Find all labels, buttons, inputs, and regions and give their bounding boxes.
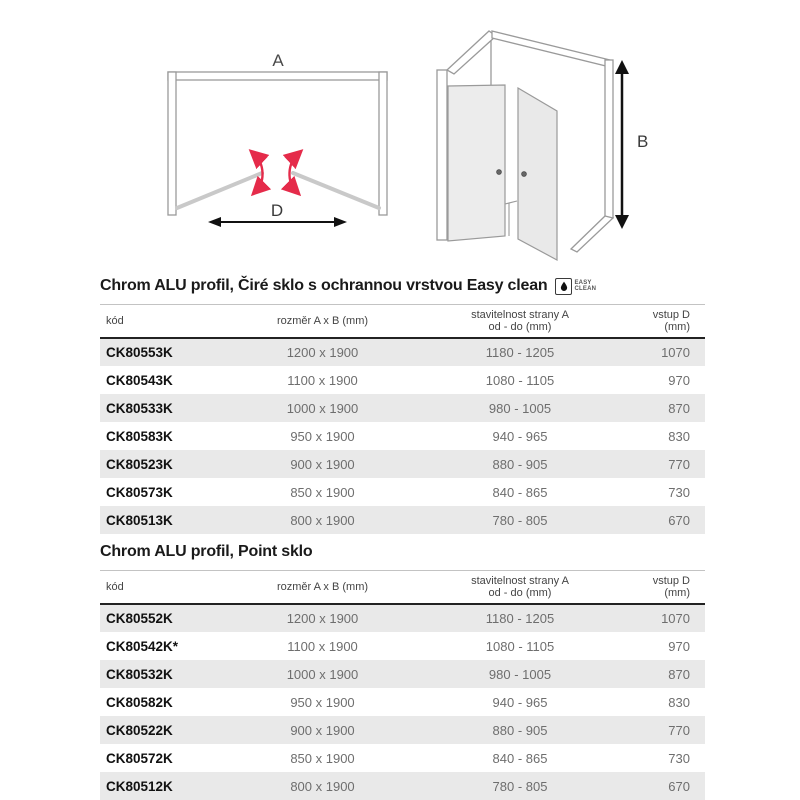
door-knob-icon [497, 170, 502, 175]
entry-width-cell: 670 [668, 512, 690, 528]
dimension-label-A: A [272, 51, 284, 70]
size-cell: 1100 x 1900 [287, 372, 358, 388]
table-row [100, 366, 705, 394]
dimension-label-D: D [270, 201, 284, 220]
table-row [100, 744, 705, 772]
catalog-content [100, 277, 705, 800]
table-row [100, 394, 705, 422]
size-cell: 1000 x 1900 [286, 400, 359, 416]
adjust-range-cell: 1180 - 1205 [485, 611, 555, 626]
header-adjustability: stavitelnost strany A od - do (mm) [471, 575, 569, 599]
product-code-cell: CK80532K [106, 666, 173, 682]
adjust-range-cell: 880 - 905 [492, 456, 548, 472]
section-title-point-sklo [100, 543, 705, 561]
easy-clean-label: EASY CLEAN [574, 279, 597, 292]
section-title-text: Chrom ALU profil, Point sklo [100, 543, 313, 560]
product-code-cell: CK80543K [106, 372, 173, 388]
entry-width-cell: 1070 [661, 611, 690, 626]
entry-width-cell: 870 [668, 666, 690, 682]
product-code-cell: CK80572K [106, 750, 173, 766]
spec-table-easy-clean [100, 304, 705, 534]
product-code-cell: CK80552K [106, 611, 173, 626]
adjust-range-cell: 840 - 865 [492, 750, 548, 766]
size-cell: 850 x 1900 [290, 750, 355, 766]
size-cell: 1200 x 1900 [286, 611, 359, 626]
entry-width-cell: 970 [668, 638, 690, 654]
product-code-cell: CK80513K [106, 512, 173, 528]
adjust-range-cell: 940 - 965 [492, 694, 548, 710]
closed-door-panel [448, 85, 505, 241]
header-code: kód [106, 315, 124, 327]
header-size: rozměr A x B (mm) [276, 315, 369, 327]
adjust-range-cell: 940 - 965 [492, 428, 548, 444]
table-row [100, 422, 705, 450]
size-cell: 1200 x 1900 [286, 345, 359, 360]
table-row [100, 660, 705, 688]
entry-width-cell: 730 [668, 750, 690, 766]
product-code-cell: CK80542K* [106, 638, 179, 654]
entry-width-cell: 770 [668, 722, 690, 738]
table-row [100, 478, 705, 506]
entry-width-cell: 670 [668, 778, 690, 794]
product-code-cell: CK80573K [106, 484, 173, 500]
adjust-range-cell: 780 - 805 [492, 512, 548, 528]
entry-width-cell: 730 [668, 484, 690, 500]
shower-door-diagram-svg [0, 0, 800, 272]
product-code-cell: CK80553K [106, 345, 173, 360]
adjust-range-cell: 980 - 1005 [488, 666, 552, 682]
size-cell: 850 x 1900 [290, 484, 355, 500]
adjust-range-cell: 1180 - 1205 [485, 345, 555, 360]
easy-clean-badge [555, 278, 596, 295]
header-code: kód [106, 581, 124, 593]
header-adjustability: stavitelnost strany A od - do (mm) [471, 309, 569, 333]
entry-width-cell: 1070 [661, 345, 690, 360]
product-code-cell: CK80533K [106, 400, 173, 416]
adjust-range-cell: 1080 - 1105 [485, 638, 555, 654]
entry-width-cell: 830 [668, 428, 690, 444]
product-code-cell: CK80583K [106, 428, 173, 444]
door-knob-icon [522, 172, 527, 177]
spec-table-point-sklo [100, 570, 705, 800]
entry-width-cell: 970 [668, 372, 690, 388]
size-cell: 900 x 1900 [290, 722, 355, 738]
dimension-label-B: B [637, 132, 649, 151]
height-arrow [615, 60, 629, 229]
adjust-range-cell: 840 - 865 [492, 484, 548, 500]
size-cell: 1000 x 1900 [286, 666, 359, 682]
header-entry: vstup D (mm) [652, 575, 690, 599]
adjust-range-cell: 780 - 805 [492, 778, 548, 794]
product-code-cell: CK80512K [106, 778, 173, 794]
front-view-diagram [168, 51, 387, 227]
product-code-cell: CK80523K [106, 456, 173, 472]
size-cell: 800 x 1900 [290, 778, 355, 794]
opened-door-panel [518, 88, 557, 260]
table-row [100, 604, 705, 632]
header-size: rozměr A x B (mm) [276, 581, 369, 593]
iso-view-diagram [437, 31, 648, 260]
table-row [100, 450, 705, 478]
water-drop-icon [555, 278, 572, 295]
product-code-cell: CK80522K [106, 722, 173, 738]
door-frame [168, 72, 387, 215]
size-cell: 800 x 1900 [290, 512, 355, 528]
adjust-range-cell: 1080 - 1105 [485, 372, 555, 388]
table-row [100, 772, 705, 800]
section-title-easy-clean [100, 277, 705, 295]
entry-width-cell: 870 [668, 400, 690, 416]
product-code-cell: CK80582K [106, 694, 173, 710]
table-header-row [100, 305, 705, 339]
size-cell: 950 x 1900 [290, 428, 355, 444]
entry-width-cell: 830 [668, 694, 690, 710]
table-row [100, 632, 705, 660]
size-cell: 900 x 1900 [290, 456, 355, 472]
size-cell: 950 x 1900 [290, 694, 355, 710]
entry-width-cell: 770 [668, 456, 690, 472]
adjust-range-cell: 880 - 905 [492, 722, 548, 738]
table-row [100, 506, 705, 534]
adjust-range-cell: 980 - 1005 [488, 400, 552, 416]
section-title-text: Chrom ALU profil, Čiré sklo s ochrannou vrstvou Easy clean [100, 277, 548, 294]
table-row [100, 338, 705, 366]
table-row [100, 688, 705, 716]
table-header-row [100, 571, 705, 605]
technical-diagrams [0, 0, 800, 272]
table-row [100, 716, 705, 744]
header-entry: vstup D (mm) [652, 309, 690, 333]
size-cell: 1100 x 1900 [287, 638, 358, 654]
